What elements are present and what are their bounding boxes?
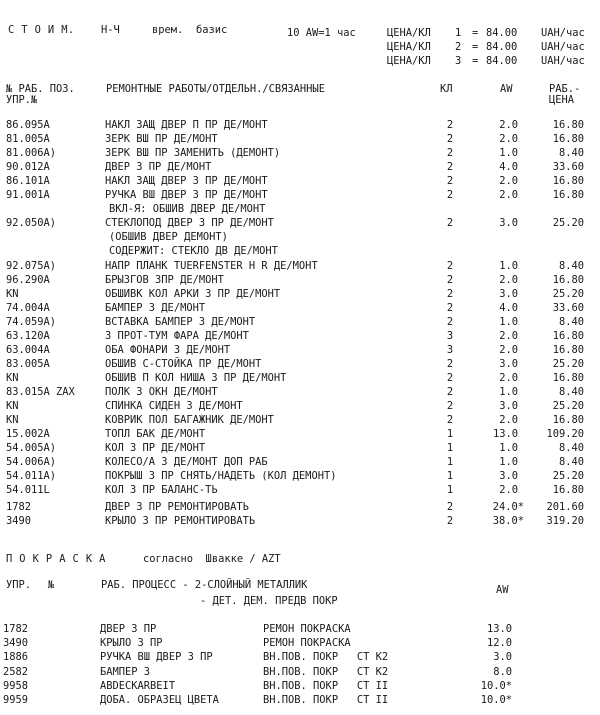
row-description: З ПРОТ-ТУМ ФАРА ДЕ/МОНТ (105, 329, 249, 342)
row-price: 25.20 (552, 287, 584, 300)
row-description: ОБШИВК КОЛ АРКИ З ПР ДЕ/МОНТ (105, 287, 281, 300)
paint-description: ДВЕР З ПР (100, 623, 157, 635)
paint-col-no: № (48, 579, 55, 591)
paint-description: ABDECKARBEIT (100, 679, 176, 692)
row-description: ОБШИВ С-СТОЙКА ПР ДЕ/МОНТ (105, 357, 262, 370)
row-description: НАКЛ ЗАЩ ДВЕР З ПР ДЕ/МОНТ (105, 175, 268, 188)
row-price: 16.80 (552, 343, 584, 356)
row-price: 25.20 (552, 217, 584, 230)
rate-class: 1 (455, 27, 462, 39)
row-class: 2 (446, 217, 454, 230)
row-description: ПОКРЫШ З ПР СНЯТЬ/НАДЕТЬ (КОЛ ДЕМОНТ) (105, 470, 337, 483)
paint-description: БАМПЕР З (100, 665, 151, 678)
row-price: 8.40 (558, 456, 584, 469)
row-class: 2 (446, 273, 454, 286)
repair-class: 2 (446, 515, 454, 527)
row-description: БАМПЕР З ДЕ/МОНТ (105, 301, 206, 314)
row-aw: 2.0 (499, 189, 518, 202)
row-aw: 3.0 (499, 400, 518, 412)
row-code: 92.050A) (6, 217, 57, 230)
row-description: ЗЕРК ВШ ПР ДЕ/МОНТ (105, 133, 218, 146)
row-code: 54.011L (6, 484, 50, 497)
row-aw: 4.0 (499, 301, 518, 314)
paint-code: 9958 (3, 679, 29, 692)
col-header-no-rab-poz: № РАБ. ПОЗ. (6, 83, 75, 95)
col-header-price: ЦЕНА (549, 94, 575, 106)
row-price: 109.20 (546, 428, 584, 441)
repair-aw: 24.0* (492, 501, 524, 513)
row-price: 16.80 (552, 484, 584, 497)
row-aw: 4.0 (499, 161, 518, 174)
row-class: 1 (446, 456, 454, 469)
paint-code: 1886 (3, 651, 29, 664)
row-class: 2 (446, 147, 454, 160)
row-description: СОДЕРЖИТ: СТЕКЛО ДВ ДЕ/МОНТ (109, 245, 278, 258)
rate-equals: = (472, 55, 479, 67)
row-class: 2 (446, 357, 454, 370)
row-class: 2 (446, 161, 454, 174)
row-price: 16.80 (552, 119, 584, 131)
row-code: 15.002A (6, 428, 50, 441)
rate-price: 84.00 (486, 55, 518, 67)
row-aw: 1.0 (499, 259, 518, 272)
paint-code: 1782 (3, 623, 29, 635)
paint-col-aw: AW (496, 584, 509, 596)
paint-col-upr: УПР. (6, 579, 32, 591)
row-code: KN (6, 414, 19, 427)
row-price: 16.80 (552, 414, 584, 427)
row-code: 92.075A) (6, 259, 57, 272)
row-class: 3 (446, 329, 454, 342)
paint-type: ВН.ПОВ. ПОКР СТ К2 (263, 651, 389, 664)
row-description: (ОБШИВ ДВЕР ДЕМОНТ) (109, 231, 228, 244)
row-code: 90.012A (6, 161, 50, 174)
rate-unit: UAH/час (541, 41, 585, 53)
row-code: 63.120A (6, 329, 50, 342)
rate-price: 84.00 (486, 41, 518, 53)
row-class: 1 (446, 470, 454, 483)
row-aw: 1.0 (499, 147, 518, 160)
row-price: 25.20 (552, 357, 584, 370)
row-description: КОЛ З ПР ДЕ/МОНТ (105, 442, 206, 455)
col-header-kl: КЛ (440, 83, 453, 95)
repair-description: ДВЕР З ПР РЕМОНТИРОВАТЬ (105, 501, 249, 513)
col-header-upr-no: УПР.№ (6, 94, 38, 106)
row-aw: 2.0 (499, 484, 518, 497)
row-price: 16.80 (552, 189, 584, 202)
rate-price: 84.00 (486, 27, 518, 39)
row-description: ЗЕРК ВШ ПР ЗАМЕНИТЬ (ДЕМОНТ) (105, 147, 281, 160)
repair-code: 3490 (6, 515, 32, 527)
rate-class: 3 (455, 55, 462, 67)
row-code: 86.101A (6, 175, 50, 188)
paint-code: 3490 (3, 637, 29, 650)
paint-aw: 3.0 (493, 651, 512, 664)
paint-subtitle: согласно Швакке / AZT (143, 553, 281, 565)
paint-type: РЕМОН ПОКРАСКА (263, 637, 351, 650)
row-code: 91.001A (6, 189, 50, 202)
row-price: 25.20 (552, 470, 584, 483)
row-price: 8.40 (558, 442, 584, 455)
row-price: 33.60 (552, 161, 584, 174)
row-price: 8.40 (558, 385, 584, 398)
rate-class: 2 (455, 41, 462, 53)
paint-type: ВН.ПОВ. ПОКР СТ К2 (263, 665, 389, 678)
repair-aw: 38.0* (492, 515, 524, 527)
row-description: НАПР ПЛАНК TUERFENSTER H R ДЕ/МОНТ (105, 259, 318, 272)
row-aw: 1.0 (499, 442, 518, 455)
row-code: 74.004A (6, 301, 50, 314)
row-class: 2 (446, 315, 454, 328)
row-aw: 2.0 (499, 371, 518, 384)
row-aw: 3.0 (499, 287, 518, 300)
paint-code: 2582 (3, 665, 29, 678)
paint-description: РУЧКА ВШ ДВЕР З ПР (100, 651, 213, 664)
row-code: 63.004A (6, 343, 50, 356)
row-description: РУЧКА ВШ ДВЕР З ПР ДЕ/МОНТ (105, 189, 268, 202)
row-code: 54.005A) (6, 442, 57, 455)
row-class: 2 (446, 301, 454, 314)
repair-price: 319.20 (546, 515, 584, 527)
repair-description: КРЫЛО З ПР РЕМОНТИРОВАТЬ (105, 515, 256, 527)
row-code: 83.015A ZAX (6, 385, 75, 398)
row-aw: 2.0 (499, 343, 518, 356)
row-description: ДВЕР З ПР ДЕ/МОНТ (105, 161, 212, 174)
col-header-aw: AW (500, 83, 513, 95)
row-class: 2 (446, 175, 454, 188)
row-code: KN (6, 371, 19, 384)
row-aw: 13.0 (492, 428, 518, 441)
row-aw: 2.0 (499, 273, 518, 286)
paint-aw: 10.0* (480, 679, 512, 692)
labour-hours-label: Н-Ч (101, 24, 120, 36)
col-header-rab: РАБ.- (549, 83, 581, 95)
row-code: 86.095A (6, 119, 50, 131)
paint-process-line1: РАБ. ПРОЦЕСС - 2-СЛОЙНЫЙ МЕТАЛЛИК (101, 579, 308, 591)
aw-rule: 10 AW=1 час (287, 27, 356, 39)
repair-class: 2 (446, 501, 454, 513)
row-price: 33.60 (552, 301, 584, 314)
row-class: 2 (446, 287, 454, 300)
rate-unit: UAH/час (541, 55, 585, 67)
row-class: 3 (446, 343, 454, 356)
row-aw: 3.0 (499, 357, 518, 370)
row-description: БРЫЗГОВ ЗПР ДЕ/МОНТ (105, 273, 224, 286)
rate-label: ЦЕНА/КЛ (387, 55, 431, 67)
row-description: СПИНКА СИДЕН З ДЕ/МОНТ (105, 400, 243, 412)
row-description: НАКЛ ЗАЩ ДВЕР П ПР ДЕ/МОНТ (105, 119, 268, 131)
paint-aw: 13.0 (486, 623, 512, 635)
row-class: 2 (446, 133, 454, 146)
row-code: 54.011A) (6, 470, 57, 483)
row-price: 8.40 (558, 259, 584, 272)
paint-aw: 12.0 (486, 637, 512, 650)
row-description: КОЛ З ПР БАЛАНС-ТЬ (105, 484, 218, 497)
paint-description: КРЫЛО З ПР (100, 637, 163, 650)
row-description: ТОПЛ БАК ДЕ/МОНТ (105, 428, 206, 441)
row-class: 2 (446, 400, 454, 412)
row-code: 74.059A) (6, 315, 57, 328)
row-price: 16.80 (552, 175, 584, 188)
row-price: 16.80 (552, 329, 584, 342)
row-code: KN (6, 287, 19, 300)
row-price: 8.40 (558, 315, 584, 328)
rate-equals: = (472, 27, 479, 39)
row-aw: 1.0 (499, 385, 518, 398)
paint-type: ВН.ПОВ. ПОКР СТ II (263, 679, 389, 692)
row-description: ВСТАВКА БАМПЕР З ДЕ/МОНТ (105, 315, 256, 328)
row-code: 54.006A) (6, 456, 57, 469)
paint-description: ДОБА. ОБРАЗЕЦ ЦВЕТА (100, 694, 219, 706)
row-price: 25.20 (552, 400, 584, 412)
rate-unit: UAH/час (541, 27, 585, 39)
rate-equals: = (472, 41, 479, 53)
row-aw: 2.0 (499, 119, 518, 131)
row-price: 16.80 (552, 273, 584, 286)
row-class: 2 (446, 385, 454, 398)
col-header-works: РЕМОНТНЫЕ РАБОТЫ/ОТДЕЛЬН./СВЯЗАННЫЕ (106, 83, 325, 95)
time-label: врем. (152, 24, 184, 36)
row-price: 8.40 (558, 147, 584, 160)
row-price: 16.80 (552, 371, 584, 384)
document-title: С Т О И М. (8, 24, 75, 36)
basis-label: базис (196, 24, 228, 36)
row-aw: 1.0 (499, 315, 518, 328)
row-class: 2 (446, 414, 454, 427)
paint-code: 9959 (3, 694, 29, 706)
rate-label: ЦЕНА/КЛ (387, 27, 431, 39)
row-aw: 2.0 (499, 133, 518, 146)
row-class: 1 (446, 442, 454, 455)
paint-type: ВН.ПОВ. ПОКР СТ II (263, 694, 389, 706)
row-description: ОБА ФОНАРИ З ДЕ/МОНТ (105, 343, 231, 356)
row-price: 16.80 (552, 133, 584, 146)
row-class: 2 (446, 189, 454, 202)
row-description: ОБШИВ П КОЛ НИША З ПР ДЕ/МОНТ (105, 371, 287, 384)
rate-label: ЦЕНА/КЛ (387, 41, 431, 53)
row-description: КОЛЕСО/А З ДЕ/МОНТ ДОП РАБ (105, 456, 268, 469)
paint-type: РЕМОН ПОКРАСКА (263, 623, 351, 635)
row-class: 2 (446, 119, 454, 131)
row-description: СТЕКЛОПОД ДВЕР З ПР ДЕ/МОНТ (105, 217, 274, 230)
row-aw: 2.0 (499, 414, 518, 427)
row-description: ВКЛ-Я: ОБШИВ ДВЕР ДЕ/МОНТ (109, 203, 266, 216)
paint-aw: 10.0* (480, 694, 512, 706)
row-code: 81.005A (6, 133, 50, 146)
repair-code: 1782 (6, 501, 32, 513)
row-description: КОВРИК ПОЛ БАГАЖНИК ДЕ/МОНТ (105, 414, 274, 427)
paint-process-line2: - ДЕТ. ДЕМ. ПРЕДВ ПОКР (200, 595, 338, 607)
row-code: 83.005A (6, 357, 50, 370)
repair-price: 201.60 (546, 501, 584, 513)
row-class: 1 (446, 484, 454, 497)
row-aw: 2.0 (499, 329, 518, 342)
paint-title: П О К Р А С К А (6, 553, 106, 565)
row-class: 1 (446, 428, 454, 441)
row-code: 81.006A) (6, 147, 57, 160)
row-aw: 2.0 (499, 175, 518, 188)
row-description: ПОЛК З ОКН ДЕ/МОНТ (105, 385, 218, 398)
row-aw: 3.0 (499, 217, 518, 230)
row-code: 96.290A (6, 273, 50, 286)
row-class: 2 (446, 371, 454, 384)
row-code: KN (6, 400, 19, 412)
row-aw: 3.0 (499, 470, 518, 483)
paint-aw: 8.0 (493, 665, 512, 678)
row-aw: 1.0 (499, 456, 518, 469)
row-class: 2 (446, 259, 454, 272)
